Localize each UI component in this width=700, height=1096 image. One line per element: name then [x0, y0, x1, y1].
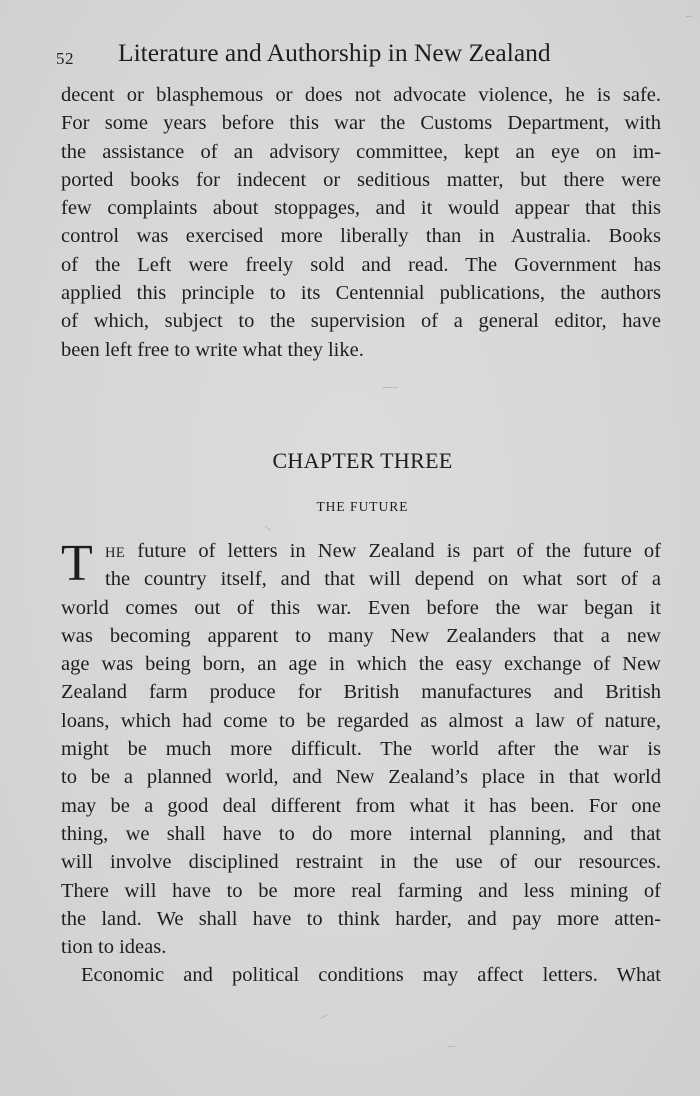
text-line: tion to ideas.	[61, 936, 167, 959]
running-header	[56, 38, 656, 72]
text-line: age was being born, an age in which the easy exchange of New	[61, 653, 661, 676]
text-line: was becoming apparent to many New Zealanders that a new	[61, 624, 661, 647]
text-line: Economic and political conditions may affect letters. What	[81, 964, 661, 987]
first-line-text: future of letters in New Zealand is part of the future of	[125, 540, 661, 562]
text-line: There will have to be more real farming and less mining of	[61, 879, 661, 902]
paragraph-block-continued	[61, 81, 661, 364]
text-line	[61, 537, 661, 565]
text-line: the assistance of an advisory committee, kept an eye on im-	[61, 140, 661, 163]
text-line: might be much more difficult. The world after the war is	[61, 738, 661, 761]
chapter-opening-paragraph	[61, 537, 661, 990]
text-line: may be a good deal different from what it has been. For one	[61, 794, 661, 817]
text-line: of the Left were freely sold and read. The Government has	[61, 253, 661, 276]
text-line: been left free to write what they like.	[61, 338, 364, 361]
text-line: ported books for indecent or seditious matter, but there were	[61, 168, 661, 191]
text-line: For some years before this war the Customs Department, with	[61, 112, 661, 135]
text-line: decent or blasphemous or does not advocate violence, he is safe.	[61, 84, 661, 106]
text-line: loans, which had come to be regarded as almost a law of nature,	[61, 709, 661, 732]
chapter-heading: CHAPTER THREE	[272, 448, 453, 473]
page-number: 52	[56, 49, 74, 68]
paper-speck	[382, 387, 398, 388]
text-line: the country itself, and that will depend on what sort of a	[105, 568, 661, 591]
text-line: the land. We shall have to think harder, and pay more atten-	[61, 907, 661, 930]
running-title: Literature and Authorship in New Zealand	[118, 38, 551, 67]
text-line: will involve disciplined restraint in the use of our resources.	[61, 851, 661, 874]
small-caps-word: HE	[105, 545, 126, 561]
paper-speck	[686, 16, 692, 17]
text-line: to be a planned world, and New Zealand’s place in that world	[61, 766, 661, 789]
text-line: applied this principle to its Centennial publications, the authors	[61, 282, 661, 305]
drop-cap: T	[61, 535, 93, 592]
text-line: of which, subject to the supervision of a general editor, have	[61, 310, 661, 333]
paper-speck	[448, 1046, 455, 1047]
section-title: THE FUTURE	[316, 499, 409, 514]
text-line: control was exercised more liberally than in Australia. Books	[61, 225, 661, 248]
paper-speck	[320, 1014, 327, 1019]
text-line: world comes out of this war. Even before the war began it	[61, 596, 661, 619]
paper-speck	[265, 526, 270, 531]
text-line: thing, we shall have to do more internal planning, and that	[61, 822, 661, 845]
text-line: few complaints about stoppages, and it would appear that this	[61, 197, 661, 220]
text-line: Zealand farm produce for British manufactures and British	[61, 681, 661, 704]
